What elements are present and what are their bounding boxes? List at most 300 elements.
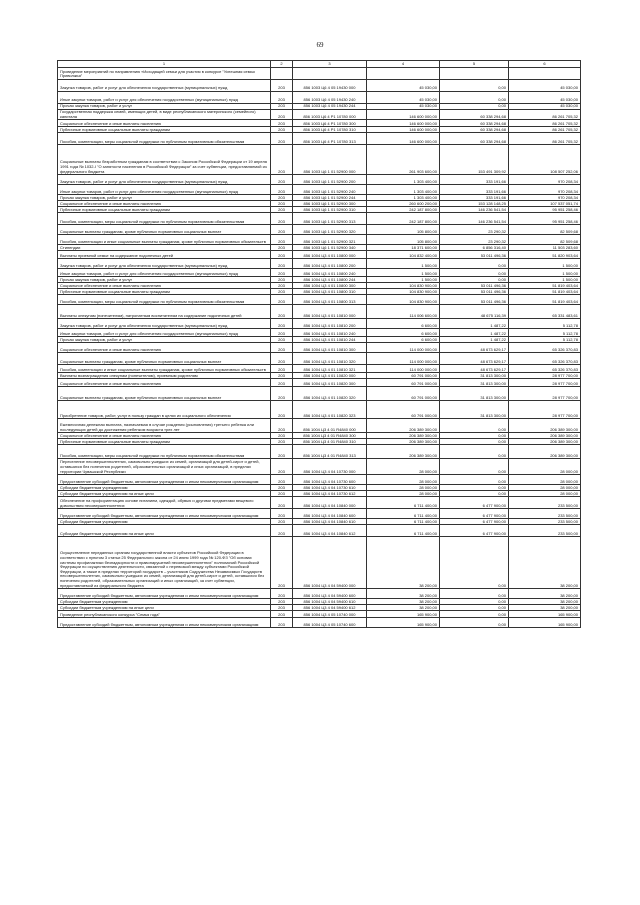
item-name: Социальное обеспечение и иные выплаты населению [58, 433, 271, 439]
unexecuted-amount: 65 326 370,83 [509, 353, 581, 365]
executed-amount: 53 011 496,36 [440, 251, 509, 259]
executed-amount: 333 191,66 [440, 195, 509, 201]
column-header: 2 [271, 61, 293, 68]
item-name: Прочая закупка товаров, работ и услуг [58, 195, 271, 201]
item-name: Иные закупки товаров, работ и услуг для обеспечения государственных (муниципальных) нужд [58, 269, 271, 277]
item-name: Пособия, компенсации, меры социальной поддержки по публичным нормативным обязательствам [58, 133, 271, 145]
budget-classification-code: 856 1004 Ц3 4 01 10810 244 [293, 337, 367, 343]
budget-classification-code: 856 1004 Ц3 4 01 10800 313 [293, 295, 367, 305]
approved-amount: 6 600,00 [367, 329, 440, 337]
column-header: 4 [367, 61, 440, 68]
item-name: Субсидии бюджетным учреждениям на иные цели [58, 491, 271, 497]
item-name: Социальные выплаты гражданам, кроме публичных нормативных социальных выплат [58, 387, 271, 401]
ved-code: 203 [271, 365, 293, 373]
ved-code: 203 [271, 509, 293, 519]
executed-amount: 0,00 [440, 104, 509, 110]
table-row [58, 401, 581, 419]
approved-amount: 146 600 000,00 [367, 120, 440, 127]
executed-amount: 153 491 309,92 [440, 145, 509, 175]
item-name: Публичные нормативные социальные выплаты гражданам [58, 127, 271, 133]
budget-classification-code: 856 1003 Ц6 1 01 52900 240 [293, 185, 367, 195]
unexecuted-amount: 38 200,00 [509, 599, 581, 605]
unexecuted-amount: 233 500,00 [509, 497, 581, 509]
approved-amount: 60 791 000,00 [367, 379, 440, 387]
table-row [58, 259, 581, 269]
item-name: Иные закупки товаров, работ и услуг для обеспечения государственных (муниципальных) нужд [58, 92, 271, 104]
executed-amount: 6 477 900,00 [440, 525, 509, 537]
item-name: Прочая закупка товаров, работ и услуг [58, 277, 271, 283]
ved-code: 203 [271, 519, 293, 525]
approved-amount: 1 303 400,00 [367, 185, 440, 195]
approved-amount: 38 200,00 [367, 605, 440, 611]
approved-amount: 1 500,00 [367, 277, 440, 283]
table-row [58, 329, 581, 337]
budget-classification-code: 856 1004 Ц3 4 04 59400 610 [293, 599, 367, 605]
item-name: Выплаты опекунам (попечителям), патронатным воспитателям на содержание подопечных детей [58, 305, 271, 319]
unexecuted-amount: 165 900,00 [509, 618, 581, 628]
table-row [58, 537, 581, 589]
ved-code: 203 [271, 329, 293, 337]
approved-amount: 206 389 300,00 [367, 433, 440, 439]
item-name: Социальное обеспечение и иные выплаты населению [58, 283, 271, 289]
ved-code: 203 [271, 127, 293, 133]
item-name: Социальное обеспечение и иные выплаты населению [58, 379, 271, 387]
ved-code: 203 [271, 104, 293, 110]
budget-classification-code: 856 1003 Ц6 1 01 52900 300 [293, 201, 367, 207]
ved-code: 203 [271, 459, 293, 475]
table-row [58, 305, 581, 319]
table-row [58, 433, 581, 439]
approved-amount: 28 000,00 [367, 459, 440, 475]
table-row [58, 365, 581, 373]
executed-amount: 53 011 496,36 [440, 289, 509, 295]
budget-classification-code: 856 1004 Ц3 4 05 10740 600 [293, 618, 367, 628]
ved-code: 203 [271, 213, 293, 225]
ved-code: 203 [271, 225, 293, 235]
budget-classification-code: 856 1003 Ц6 4 P1 10780 000 [293, 110, 367, 120]
unexecuted-amount: 107 537 051,74 [509, 201, 581, 207]
executed-amount: 0,00 [440, 433, 509, 439]
executed-amount: 0,00 [440, 459, 509, 475]
table-row [58, 445, 581, 459]
item-name: Публичные нормативные социальные выплаты гражданам [58, 289, 271, 295]
item-name: Социальные выплаты гражданам, кроме публичных нормативных социальных выплат [58, 353, 271, 365]
table-row [58, 497, 581, 509]
budget-execution-table [57, 60, 581, 628]
executed-amount: 60 338 294,68 [440, 120, 509, 127]
budget-classification-code: 856 1004 Ц3 4 01 R4840 000 [293, 419, 367, 433]
unexecuted-amount: 5 112,78 [509, 319, 581, 329]
executed-amount: 0,00 [440, 599, 509, 605]
item-name: Предоставление субсидий бюджетным, автономным учреждениям и иным некоммерческим организациям [58, 509, 271, 519]
approved-amount: 242 187 800,00 [367, 207, 440, 213]
budget-classification-code: 856 1003 Ц6 1 01 52900 321 [293, 235, 367, 245]
budget-classification-code: 856 1003 Ц6 1 01 52900 340 [293, 245, 367, 251]
item-name: Социальные выплаты безработным гражданам в соответствии с Законом Российской Федерации от 19 апреля 1991 года № 1032-I "О занятости населения в Российской Федерации" за счет субвенции, предоставляемой из федерального бюджета [58, 145, 271, 175]
item-name: Публичные нормативные социальные выплаты гражданам [58, 439, 271, 445]
item-name: Закупка товаров, работ и услуг для обеспечения государственных (муниципальных) нужд [58, 80, 271, 92]
executed-amount: 48 673 629,17 [440, 353, 509, 365]
budget-classification-code: 856 1003 Ц6 1 01 52900 000 [293, 145, 367, 175]
executed-amount: 0,00 [440, 618, 509, 628]
approved-amount: 6 711 400,00 [367, 525, 440, 537]
item-name: Осуществление переданных органам государственной власти субъектов Российской Федерации в соответствии с пунктом 3 статьи 25 Федерального закона от 24 июня 1999 года № 120-ФЗ "Об основах системы профилактики безнадзорности и правонарушений несовершеннолетних" полномочий Российской Федерации по осуществлению деятельности, связанной с перевозкой между субъектами Российской Федерации, а также в пределах территорий государств – участников Содружества Независимых Государств несовершеннолетних, самовольно ушедших из семей, организаций для детей-сирот и детей, оставшихся без попечения родителей, образовательных организаций и иных организаций, за счет субвенции, предоставляемой из федерального бюджета [58, 537, 271, 589]
executed-amount: 53 011 496,36 [440, 283, 509, 289]
ved-code: 203 [271, 537, 293, 589]
table-row [58, 225, 581, 235]
unexecuted-amount: 51 819 403,64 [509, 295, 581, 305]
unexecuted-amount: 970 208,34 [509, 185, 581, 195]
unexecuted-amount: 51 819 403,64 [509, 283, 581, 289]
table-row [58, 185, 581, 195]
ved-code: 203 [271, 145, 293, 175]
approved-amount: 45 030,00 [367, 92, 440, 104]
table-row [58, 289, 581, 295]
approved-amount: 146 600 000,00 [367, 110, 440, 120]
item-name: Социальное обеспечение и иные выплаты населению [58, 201, 271, 207]
budget-classification-code: 856 1004 Ц3 4 01 10820 300 [293, 379, 367, 387]
column-header: 5 [440, 61, 509, 68]
table-row [58, 213, 581, 225]
approved-amount: 38 200,00 [367, 589, 440, 599]
table-row [58, 379, 581, 387]
unexecuted-amount: 86 261 705,32 [509, 110, 581, 120]
ved-code: 203 [271, 92, 293, 104]
item-name: Прочая закупка товаров, работ и услуг [58, 104, 271, 110]
executed-amount: 60 338 294,68 [440, 127, 509, 133]
budget-classification-code: 856 1004 Ц3 4 01 10810 300 [293, 343, 367, 353]
table-row [58, 80, 581, 92]
table-row [58, 387, 581, 401]
item-name: Выплаты приемной семье на содержание подопечных детей [58, 251, 271, 259]
ved-code: 203 [271, 599, 293, 605]
budget-classification-code: 856 1003 Ц6 1 01 52900 320 [293, 225, 367, 235]
budget-classification-code [293, 68, 367, 80]
approved-amount: 146 600 000,00 [367, 127, 440, 133]
budget-classification-code: 856 1003 Ц6 4 P1 10780 313 [293, 133, 367, 145]
executed-amount: 60 338 294,68 [440, 110, 509, 120]
unexecuted-amount: 28 977 700,00 [509, 379, 581, 387]
executed-amount [440, 68, 509, 80]
ved-code: 203 [271, 419, 293, 433]
unexecuted-amount: 28 000,00 [509, 491, 581, 497]
ved-code: 203 [271, 195, 293, 201]
unexecuted-amount: 45 030,00 [509, 80, 581, 92]
budget-classification-code: 856 1004 Ц3 4 04 10730 612 [293, 491, 367, 497]
ved-code: 203 [271, 201, 293, 207]
executed-amount: 0,00 [440, 277, 509, 283]
executed-amount: 23 290,32 [440, 235, 509, 245]
table-row [58, 459, 581, 475]
executed-amount: 0,00 [440, 611, 509, 618]
ved-code: 203 [271, 185, 293, 195]
unexecuted-amount: 38 200,00 [509, 589, 581, 599]
approved-amount: 104 832 400,00 [367, 251, 440, 259]
budget-classification-code: 856 1004 Ц3 4 01 10810 321 [293, 365, 367, 373]
executed-amount: 48 675 116,39 [440, 305, 509, 319]
ved-code: 203 [271, 445, 293, 459]
executed-amount: 0,00 [440, 485, 509, 491]
unexecuted-amount: 206 389 300,00 [509, 439, 581, 445]
item-name: Социальные выплаты гражданам, кроме публичных нормативных социальных выплат [58, 225, 271, 235]
approved-amount: 38 200,00 [367, 599, 440, 605]
table-row [58, 120, 581, 127]
executed-amount: 0,00 [440, 491, 509, 497]
column-number-row [58, 61, 581, 68]
ved-code: 203 [271, 485, 293, 491]
item-name: Субсидии бюджетным учреждениям на иные цели [58, 605, 271, 611]
ved-code: 203 [271, 589, 293, 599]
ved-code: 203 [271, 525, 293, 537]
item-name: Выплаты вознаграждения опекунам (попечителям), приемным родителям [58, 373, 271, 379]
approved-amount: 242 187 800,00 [367, 213, 440, 225]
approved-amount: 114 006 600,00 [367, 305, 440, 319]
executed-amount: 1 487,22 [440, 319, 509, 329]
executed-amount: 0,00 [440, 259, 509, 269]
unexecuted-amount: 51 819 403,64 [509, 289, 581, 295]
budget-classification-code: 856 1003 Ц6 1 01 52900 310 [293, 207, 367, 213]
item-name: Субсидии бюджетным учреждениям [58, 519, 271, 525]
budget-classification-code: 856 1003 Ц6 4 P1 10780 310 [293, 127, 367, 133]
executed-amount: 333 191,66 [440, 185, 509, 195]
unexecuted-amount: 28 977 700,00 [509, 401, 581, 419]
approved-amount: 6 711 400,00 [367, 497, 440, 509]
approved-amount: 1 500,00 [367, 259, 440, 269]
budget-classification-code: 856 1004 Ц3 4 01 10800 310 [293, 289, 367, 295]
budget-classification-code: 856 1004 Ц3 4 01 10820 320 [293, 387, 367, 401]
ved-code: 203 [271, 305, 293, 319]
unexecuted-amount: 970 208,34 [509, 195, 581, 201]
table-row [58, 295, 581, 305]
item-name: Проведение мероприятий по направлению «Исходящей семьи для участия в конкурсе "Успешная семья Приволжья" [58, 68, 271, 80]
approved-amount: 206 389 300,00 [367, 419, 440, 433]
executed-amount: 153 128 148,25 [440, 201, 509, 207]
unexecuted-amount: 1 500,00 [509, 259, 581, 269]
budget-classification-code: 856 1004 Ц3 4 04 59400 600 [293, 589, 367, 599]
ved-code [271, 68, 293, 80]
approved-amount: 261 903 600,00 [367, 145, 440, 175]
executed-amount: 31 813 300,00 [440, 387, 509, 401]
approved-amount: 206 389 300,00 [367, 445, 440, 459]
executed-amount: 31 813 300,00 [440, 379, 509, 387]
ved-code: 203 [271, 343, 293, 353]
item-name: Субсидии бюджетным учреждениям [58, 599, 271, 605]
budget-classification-code: 856 1004 Ц3 4 04 10840 000 [293, 497, 367, 509]
budget-classification-code: 856 1004 Ц3 4 01 10800 244 [293, 277, 367, 283]
unexecuted-amount: 206 389 300,00 [509, 419, 581, 433]
budget-classification-code: 856 1003 Ц6 1 01 52900 313 [293, 213, 367, 225]
ved-code: 203 [271, 379, 293, 387]
item-name: Публичные нормативные социальные выплаты гражданам [58, 207, 271, 213]
ved-code: 203 [271, 618, 293, 628]
budget-classification-code: 856 1004 Ц3 4 01 R4840 313 [293, 445, 367, 459]
ved-code: 203 [271, 475, 293, 485]
budget-classification-code: 856 1004 Ц3 4 01 10820 323 [293, 401, 367, 419]
ved-code: 203 [271, 235, 293, 245]
approved-amount: 6 600,00 [367, 337, 440, 343]
table-row [58, 319, 581, 329]
unexecuted-amount: 206 389 300,00 [509, 445, 581, 459]
approved-amount: 1 303 400,00 [367, 195, 440, 201]
approved-amount: 45 030,00 [367, 104, 440, 110]
approved-amount: 60 791 000,00 [367, 387, 440, 401]
approved-amount: 105 800,00 [367, 225, 440, 235]
budget-classification-code: 856 1004 Ц3 4 04 10730 610 [293, 485, 367, 491]
executed-amount: 31 813 300,00 [440, 401, 509, 419]
unexecuted-amount: 233 500,00 [509, 509, 581, 519]
item-name: Субсидии бюджетным учреждениям [58, 485, 271, 491]
table-row [58, 283, 581, 289]
budget-classification-code: 856 1003 Ц6 1 01 52900 244 [293, 195, 367, 201]
executed-amount: 0,00 [440, 419, 509, 433]
ved-code: 203 [271, 401, 293, 419]
executed-amount: 333 191,66 [440, 175, 509, 185]
table-row [58, 110, 581, 120]
ved-code: 203 [271, 319, 293, 329]
ved-code: 203 [271, 251, 293, 259]
budget-classification-code: 856 1003 Ц6 4 05 19430 240 [293, 92, 367, 104]
table-body [58, 68, 581, 628]
approved-amount: 260 600 200,00 [367, 201, 440, 207]
approved-amount: 114 000 000,00 [367, 365, 440, 373]
budget-classification-code: 856 1004 Ц3 4 01 10810 000 [293, 305, 367, 319]
table-row [58, 92, 581, 104]
table-row [58, 251, 581, 259]
ved-code: 203 [271, 433, 293, 439]
executed-amount: 6 856 316,40 [440, 245, 509, 251]
budget-classification-code: 856 1004 Ц3 4 01 10810 240 [293, 329, 367, 337]
unexecuted-amount: 28 000,00 [509, 475, 581, 485]
executed-amount: 48 673 629,17 [440, 343, 509, 353]
unexecuted-amount: 38 200,00 [509, 605, 581, 611]
unexecuted-amount: 233 500,00 [509, 519, 581, 525]
executed-amount: 0,00 [440, 537, 509, 589]
approved-amount: 104 830 900,00 [367, 283, 440, 289]
ved-code: 203 [271, 207, 293, 213]
page-number: 69 [316, 41, 324, 49]
executed-amount: 48 673 629,17 [440, 365, 509, 373]
approved-amount: 6 711 400,00 [367, 519, 440, 525]
ved-code: 203 [271, 120, 293, 127]
ved-code: 203 [271, 259, 293, 269]
ved-code: 203 [271, 439, 293, 445]
table-row [58, 269, 581, 277]
unexecuted-amount: 1 500,00 [509, 277, 581, 283]
approved-amount: 6 600,00 [367, 319, 440, 329]
executed-amount: 6 477 900,00 [440, 519, 509, 525]
approved-amount: 105 800,00 [367, 235, 440, 245]
approved-amount: 104 830 900,00 [367, 289, 440, 295]
budget-classification-code: 856 1004 Ц3 4 04 10840 610 [293, 519, 367, 525]
approved-amount: 206 389 300,00 [367, 439, 440, 445]
table-row [58, 509, 581, 519]
unexecuted-amount: 11 503 283,60 [509, 245, 581, 251]
item-name: Предоставление субсидий бюджетным, автономным учреждениям и иным некоммерческим организациям [58, 618, 271, 628]
ved-code: 203 [271, 387, 293, 401]
approved-amount: 104 830 900,00 [367, 295, 440, 305]
unexecuted-amount: 45 030,00 [509, 104, 581, 110]
ved-code: 203 [271, 289, 293, 295]
table-row [58, 419, 581, 433]
unexecuted-amount: 970 208,34 [509, 175, 581, 185]
item-name: Пособия, компенсации и иные социальные выплаты гражданам, кроме публичных нормативных обязательств [58, 365, 271, 373]
budget-classification-code: 856 1003 Ц6 1 01 52900 200 [293, 175, 367, 185]
executed-amount: 6 477 900,00 [440, 497, 509, 509]
table-row [58, 235, 581, 245]
item-name: Социальное обеспечение и иные выплаты населению [58, 120, 271, 127]
approved-amount: 28 000,00 [367, 491, 440, 497]
budget-classification-code: 856 1004 Ц3 4 01 10800 200 [293, 259, 367, 269]
budget-classification-code: 856 1003 Ц6 4 05 19430 244 [293, 104, 367, 110]
executed-amount: 23 290,32 [440, 225, 509, 235]
ved-code: 203 [271, 133, 293, 145]
column-header: 3 [293, 61, 367, 68]
ved-code: 203 [271, 611, 293, 618]
executed-amount: 0,00 [440, 589, 509, 599]
ved-code: 203 [271, 277, 293, 283]
unexecuted-amount: 65 331 483,61 [509, 305, 581, 319]
unexecuted-amount: 82 509,68 [509, 225, 581, 235]
unexecuted-amount: 86 261 705,32 [509, 133, 581, 145]
unexecuted-amount: 82 509,68 [509, 235, 581, 245]
item-name: Стипендии [58, 245, 271, 251]
item-name: Пособия, компенсации, меры социальной поддержки по публичным нормативным обязательствам [58, 445, 271, 459]
item-name: Закупка товаров, работ и услуг для обеспечения государственных (муниципальных) нужд [58, 319, 271, 329]
approved-amount: 45 030,00 [367, 80, 440, 92]
budget-classification-code: 856 1004 Ц3 4 04 10840 600 [293, 509, 367, 519]
executed-amount: 31 813 300,00 [440, 373, 509, 379]
item-name: Пособия, компенсации, меры социальной поддержки по публичным нормативным обязательствам [58, 295, 271, 305]
item-name: Переселение несовершеннолетних, самовольно ушедших из семей, организаций для детей-сирот и детей, оставшихся без попечения родителей, образовательных организаций и иных организаций, в пределах территории Чувашской Республики [58, 459, 271, 475]
item-name: Иные закупки товаров, работ и услуг для обеспечения государственных (муниципальных) нужд [58, 329, 271, 337]
table-row [58, 475, 581, 485]
approved-amount: 38 200,00 [367, 537, 440, 589]
budget-classification-code: 856 1004 Ц3 4 01 R4840 300 [293, 433, 367, 439]
budget-classification-code: 856 1004 Ц3 4 04 10730 000 [293, 459, 367, 475]
unexecuted-amount [509, 68, 581, 80]
unexecuted-amount: 1 500,00 [509, 269, 581, 277]
budget-classification-code: 856 1004 Ц3 4 04 10730 600 [293, 475, 367, 485]
unexecuted-amount: 233 500,00 [509, 525, 581, 537]
ved-code: 203 [271, 269, 293, 277]
approved-amount: 6 711 400,00 [367, 509, 440, 519]
ved-code: 203 [271, 373, 293, 379]
table-row [58, 439, 581, 445]
approved-amount: 60 791 000,00 [367, 401, 440, 419]
item-name: Пособия, компенсации, меры социальной поддержки по публичным нормативным обязательствам [58, 213, 271, 225]
table-row [58, 343, 581, 353]
item-name: Иные закупки товаров, работ и услуг для обеспечения государственных (муниципальных) нужд [58, 185, 271, 195]
ved-code: 203 [271, 110, 293, 120]
item-name: Предоставление субсидий бюджетным, автономным учреждениям и иным некоммерческим организациям [58, 475, 271, 485]
budget-classification-code: 856 1004 Ц3 4 01 10820 000 [293, 373, 367, 379]
approved-amount: 60 791 000,00 [367, 373, 440, 379]
approved-amount: 114 000 000,00 [367, 353, 440, 365]
approved-amount: 18 371 600,00 [367, 245, 440, 251]
ved-code: 203 [271, 175, 293, 185]
executed-amount: 0,00 [440, 475, 509, 485]
table-row [58, 373, 581, 379]
budget-classification-code: 856 1004 Ц3 4 05 10740 000 [293, 611, 367, 618]
budget-classification-code: 856 1004 Ц3 4 01 10810 200 [293, 319, 367, 329]
unexecuted-amount: 95 951 258,46 [509, 207, 581, 213]
executed-amount: 6 477 900,00 [440, 509, 509, 519]
approved-amount: 114 000 000,00 [367, 343, 440, 353]
unexecuted-amount: 28 000,00 [509, 485, 581, 491]
item-name: Закупка товаров, работ и услуг для обеспечения государственных (муниципальных) нужд [58, 259, 271, 269]
table-row [58, 353, 581, 365]
budget-classification-code: 856 1004 Ц3 4 01 10800 240 [293, 269, 367, 277]
